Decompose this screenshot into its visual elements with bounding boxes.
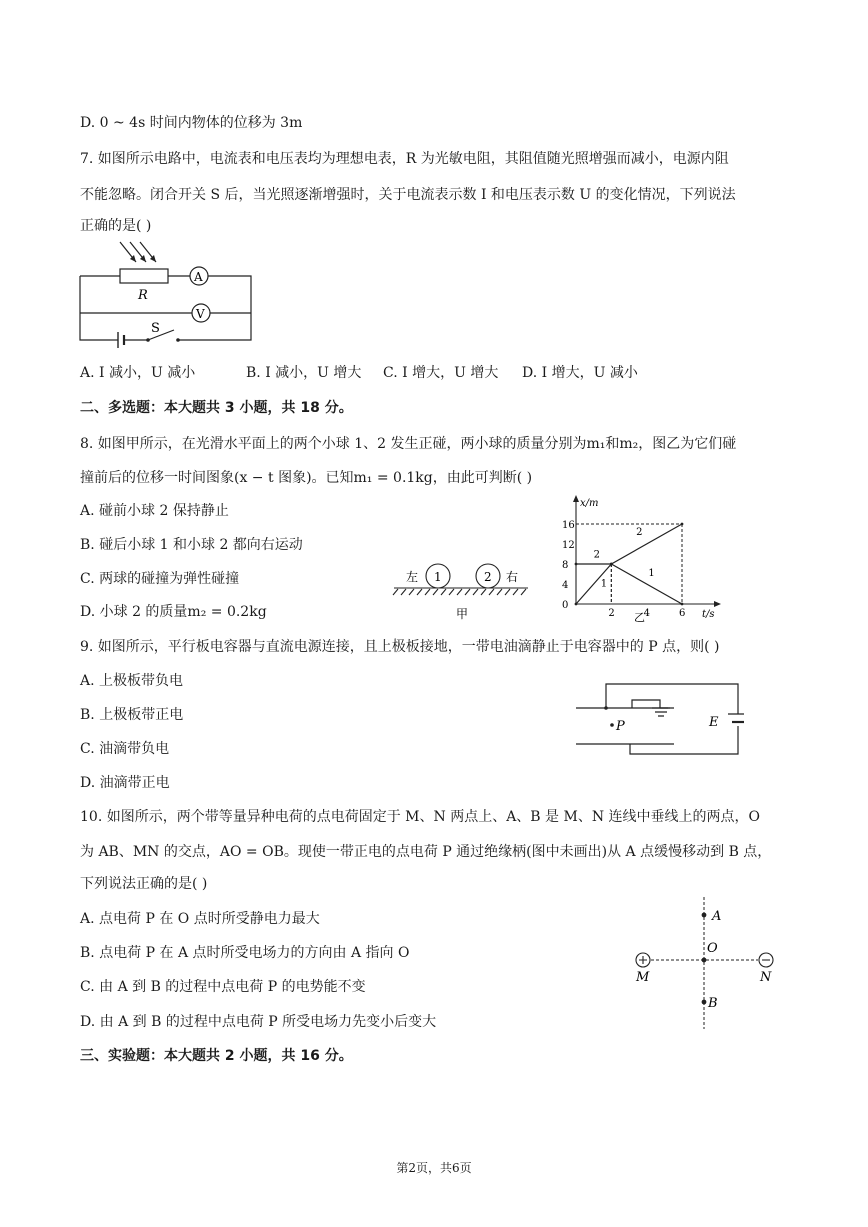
q8-ytick-label: 12 [562,540,575,551]
q9-option-c: C. 油滴带负电 [80,741,170,757]
q7-stem-line-3: 正确的是( ) [80,218,152,234]
q10-stem-line-2: 为 AB、MN 的交点，AO = OB。现使一带正电的点电荷 P 通过绝缘柄(图中未画出)从 A 点缓慢移动到 B 点， [80,844,772,860]
q10-fig-point-m: M [636,970,650,985]
q8-fig-left-label: 左 [406,570,419,584]
q9-capacitor-figure [574,678,744,758]
q8-stem-line-1: 8. 如图甲所示，在光滑水平面上的两个小球 1、2 发生正碰，两小球的质量分别为m₁和m₂，图乙为它们碰 [80,436,737,452]
page-footer: 第2页，共6页 [396,1161,472,1175]
q8-series-name-label: 2 [636,527,643,538]
q10-fig-point-a: A [712,909,722,924]
q8-series-name-label: 2 [593,549,601,561]
q8-figure-jia [392,558,532,624]
q10-stem-line-3: 下列说法正确的是( ) [80,876,208,892]
q7-option-b: B. I 减小，U 增大 [246,365,362,381]
q9-option-a: A. 上极板带负电 [80,673,184,689]
q7-fig-resistor-label: R [138,288,148,303]
q10-fig-point-n: N [760,970,772,985]
q7-circuit-figure [78,240,258,355]
q8-stem-line-2: 撞前后的位移一时间图象(x − t 图象)。已知m₁ = 0.1kg，由此可判断( ) [80,470,533,486]
q10-option-b: B. 点电荷 P 在 A 点时所受电场力的方向由 A 指向 O [80,945,410,961]
q8-series-name-label: 1 [648,568,655,579]
q7-option-c: C. I 增大，U 增大 [383,365,499,381]
q6-option-d: D. 0 ~ 4s 时间内物体的位移为 3m [80,115,303,131]
q10-option-a: A. 点电荷 P 在 O 点时所受静电力最大 [80,911,320,927]
q8-fig-ball-1: 1 [434,570,442,584]
q10-option-c: C. 由 A 到 B 的过程中点电荷 P 的电势能不变 [80,979,366,995]
q8-series-2-point-1 [611,563,613,565]
q9-fig-point-p: P [616,719,625,734]
q7-option-d: D. I 增大，U 减小 [522,365,638,381]
q10-stem-line-1: 10. 如图所示，两个带等量异种电荷的点电荷固定于 M、N 两点上、A、B 是 M、N 连线中垂线上的两点，O [80,809,761,825]
section-2-heading: 二、多选题：本大题共 3 小题，共 18 分。 [80,400,353,416]
q8-option-c: C. 两球的碰撞为弹性碰撞 [80,571,240,587]
q9-stem: 9. 如图所示，平行板电容器与直流电源连接，且上极板接地，一带电油滴静止于电容器中的 P 点，则( ) [80,639,720,655]
q7-stem-line-2: 不能忽略。闭合开关 S 后，当光照逐渐增强时，关于电流表示数 I 和电压表示数 U 的变化情况，下列说法 [80,187,736,203]
q7-fig-voltmeter-label: V [196,307,205,321]
q9-option-b: B. 上极板带正电 [80,707,184,723]
q8-series-2-point-0 [575,563,577,565]
q8-fig-jia-caption: 甲 [456,607,469,621]
q10-fig-point-b: B [708,996,718,1011]
q9-fig-source-e: E [709,715,719,730]
q7-fig-switch-label: S [151,321,160,336]
q8-series-name-label: 1 [600,578,608,590]
q8-option-a: A. 碰前小球 2 保持静止 [80,503,229,519]
q8-ytick-label: 0 [562,600,569,611]
q10-option-d: D. 由 A 到 B 的过程中点电荷 P 所受电场力先变小后变大 [80,1014,437,1030]
q10-charges-figure [630,895,790,1033]
q8-fig-ball-2: 2 [484,570,492,584]
q8-series-1-point-2 [681,603,683,605]
q8-chart-caption: 乙 [634,611,645,624]
q8-chart-ylabel: x/m [580,498,599,509]
q8-xtick-label: 6 [679,608,686,619]
q8-option-d: D. 小球 2 的质量m₂ = 0.2kg [80,604,267,620]
q8-ytick-label: 16 [562,520,575,531]
q8-series-1-point-0 [575,603,577,605]
q10-fig-point-o: O [707,941,718,956]
q8-xtick-label: 4 [643,608,651,619]
q8-series-2-line [576,524,682,564]
q8-chart-yi [548,492,728,624]
q7-fig-ammeter-label: A [194,270,203,284]
q7-stem-line-1: 7. 如图所示电路中，电流表和电压表均为理想电表，R 为光敏电阻，其阻值随光照增强而减小，电源内阻 [80,151,729,167]
q8-xtick-label: 2 [608,608,615,619]
q8-fig-right-label: 右 [506,570,519,584]
q7-option-a: A. I 减小，U 减小 [80,365,196,381]
section-3-heading: 三、实验题：本大题共 2 小题，共 16 分。 [80,1048,353,1064]
q8-series-2-point-2 [681,523,683,525]
q9-option-d: D. 油滴带正电 [80,775,170,791]
q8-option-b: B. 碰后小球 1 和小球 2 都向右运动 [80,537,303,553]
q8-ytick-label: 4 [562,580,569,591]
q8-series-1-line [576,564,682,604]
q8-ytick-label: 8 [562,560,569,571]
q8-chart-xlabel: t/s [702,609,715,620]
